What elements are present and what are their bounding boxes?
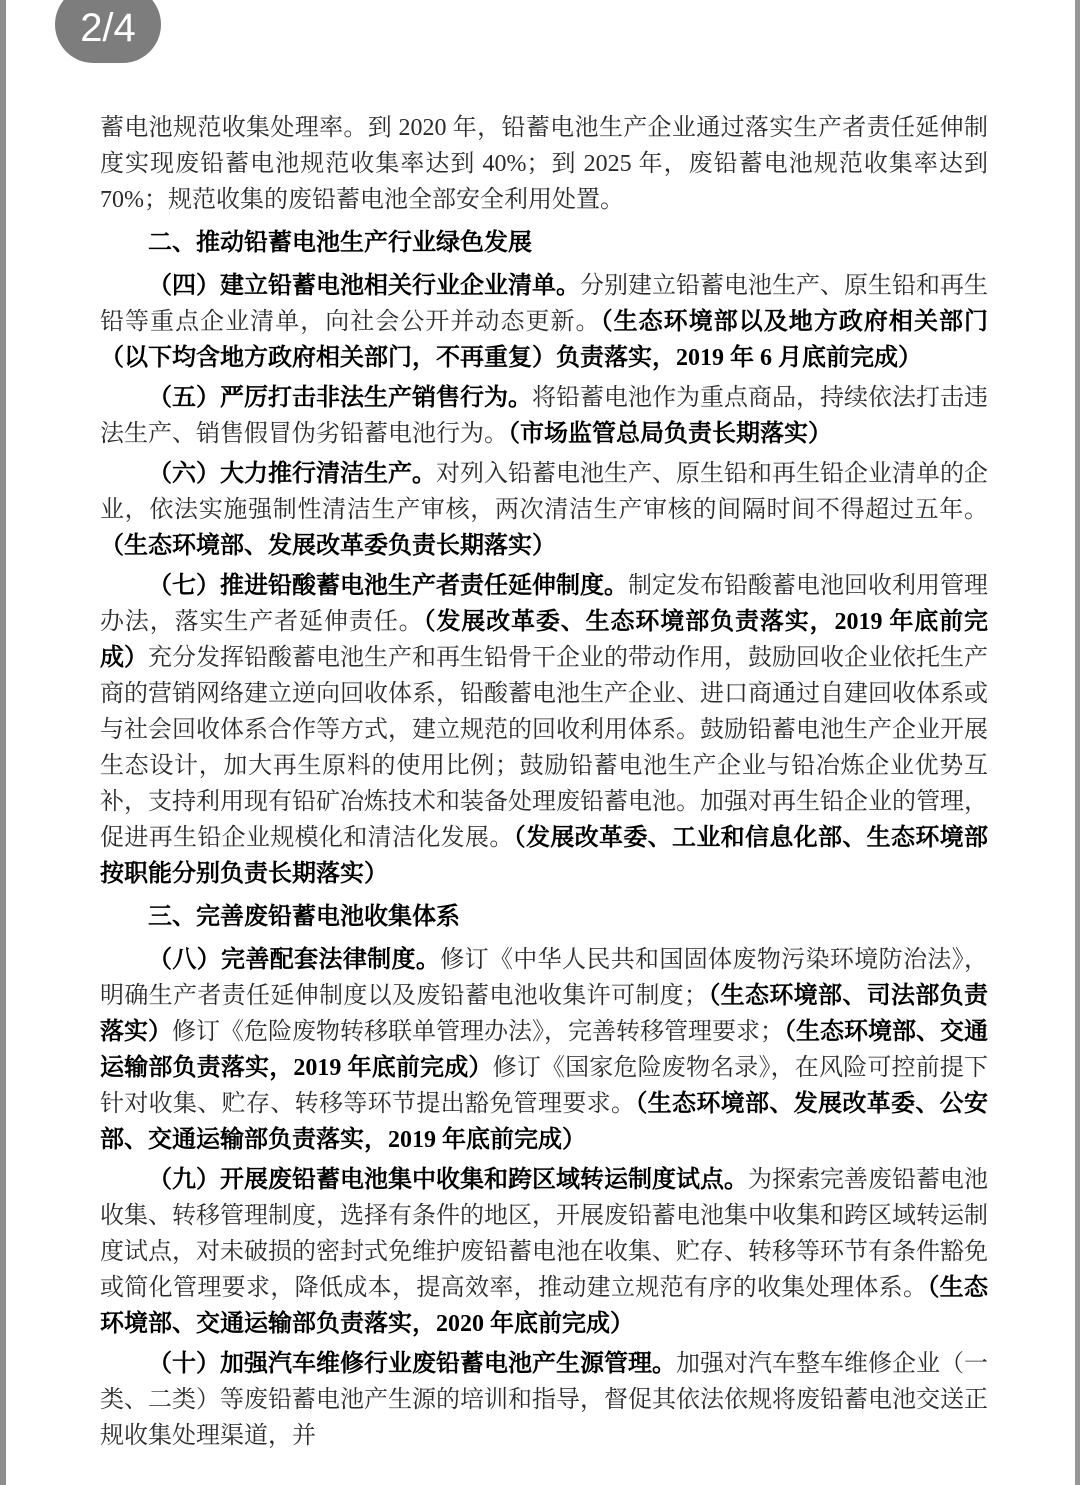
bold-text-run: （八）完善配套法律制度。: [148, 947, 441, 973]
bold-text-run: （生态环境部、交通运输部负责落实，2019 年底前完成）: [100, 1019, 988, 1081]
page-indicator-label: 2/4: [80, 6, 136, 50]
text-run: 蓄电池规范收集处理率。到 2020 年，铅蓄电池生产企业通过落实生产者责任延伸制度实现废铅蓄电池规范收集率达到 40%；到 2025 年，废铅蓄电池规范收集率达到 70%；规范收集的废铅蓄电池全部安全利用处置。: [100, 115, 988, 213]
text-run: 对列入铅蓄电池生产、原生铅和再生铅企业清单的企业，依法实施强制性清洁生产审核，两次清洁生产审核的间隔时间不得超过五年。: [100, 461, 988, 523]
bold-text-run: 二、推动铅蓄电池生产行业绿色发展: [148, 230, 532, 256]
bold-text-run: （四）建立铅蓄电池相关行业企业清单。: [148, 273, 580, 299]
bold-text-run: （生态环境部、交通运输部负责落实，2020 年底前完成）: [100, 1275, 989, 1337]
bold-text-run: （生态环境部、发展改革委、公安部、交通运输部负责落实，2019 年底前完成）: [100, 1091, 989, 1153]
bold-text-run: （发展改革委、生态环境部负责落实，2019 年底前完成）: [100, 609, 989, 671]
bold-text-run: （六）大力推行清洁生产。: [148, 461, 436, 487]
bold-text-run: （发展改革委、工业和信息化部、生态环境部按职能分别负责长期落实）: [100, 825, 989, 887]
paragraph: [100, 1162, 988, 1342]
bold-text-run: （七）推进铅酸蓄电池生产者责任延伸制度。: [148, 573, 628, 599]
paragraph: [100, 568, 988, 892]
section-heading: [100, 225, 988, 261]
bold-text-run: （生态环境部以及地方政府相关部门（以下均含地方政府相关部门，不再重复）负责落实，2019 年 6 月底前完成）: [100, 309, 989, 371]
page-edge-right: [1075, 0, 1080, 1485]
bold-text-run: （生态环境部、发展改革委负责长期落实）: [100, 533, 556, 559]
page-edge-left: [0, 0, 6, 1485]
bold-text-run: 三、完善废铅蓄电池收集体系: [148, 904, 460, 930]
bold-text-run: （五）严厉打击非法生产销售行为。: [148, 385, 532, 411]
paragraph: [100, 110, 988, 218]
text-run: 充分发挥铅酸蓄电池生产和再生铅骨干企业的带动作用，鼓励回收企业依托生产商的营销网络建立逆向回收体系，铅酸蓄电池生产企业、进口商通过自建回收体系或与社会回收体系合作等方式，建立规范的回收利用体系。鼓励铅蓄电池生产企业开展生态设计，加大再生原料的使用比例；鼓励铅蓄电池生产企业与铅冶炼企业优势互补，支持利用现有铅矿冶炼技术和装备处理废铅蓄电池。加强对再生铅企业的管理，促进再生铅企业规模化和清洁化发展。: [100, 645, 988, 851]
text-run: 修订《危险废物转移联单管理办法》，完善转移管理要求；: [172, 1019, 784, 1045]
text-run: 将铅蓄电池作为重点商品，持续依法打击违法生产、销售假冒伪劣铅蓄电池行为。: [100, 385, 988, 447]
paragraph: [100, 380, 988, 452]
page-indicator-badge: [55, 0, 161, 63]
paragraph: [100, 268, 988, 376]
bold-text-run: （市场监管总局负责长期落实）: [508, 421, 832, 447]
paragraph: [100, 1346, 988, 1454]
bold-text-run: （生态环境部、司法部负责落实）: [100, 983, 988, 1045]
text-run: 分别建立铅蓄电池生产、原生铅和再生铅等重点企业清单，向社会公开并动态更新。: [100, 273, 988, 335]
bold-text-run: （九）开展废铅蓄电池集中收集和跨区域转运制度试点。: [148, 1167, 748, 1193]
section-heading: [100, 899, 988, 935]
text-run: 加强对汽车整车维修企业（一类、二类）等废铅蓄电池产生源的培训和指导，督促其依法依规将废铅蓄电池交送正规收集处理渠道，并: [100, 1351, 988, 1449]
text-run: 制定发布铅酸蓄电池回收利用管理办法，落实生产者延伸责任。: [100, 573, 988, 635]
text-run: 修订《国家危险废物名录》，在风险可控前提下针对收集、贮存、转移等环节提出豁免管理要求。: [100, 1055, 989, 1117]
paragraph: [100, 456, 988, 564]
paragraph: [100, 942, 988, 1158]
bold-text-run: （十）加强汽车维修行业废铅蓄电池产生源管理。: [148, 1351, 676, 1377]
text-run: 为探索完善废铅蓄电池收集、转移管理制度，选择有条件的地区，开展废铅蓄电池集中收集和跨区域转运制度试点，对未破损的密封式免维护废铅蓄电池在收集、贮存、转移等环节有条件豁免或简化管理要求，降低成本，提高效率，推动建立规范有序的收集处理体系。: [100, 1167, 988, 1301]
document-body: [100, 110, 988, 1458]
text-run: 修订《中华人民共和国固体废物污染环境防治法》，明确生产者责任延伸制度以及废铅蓄电池收集许可制度；: [100, 947, 988, 1009]
